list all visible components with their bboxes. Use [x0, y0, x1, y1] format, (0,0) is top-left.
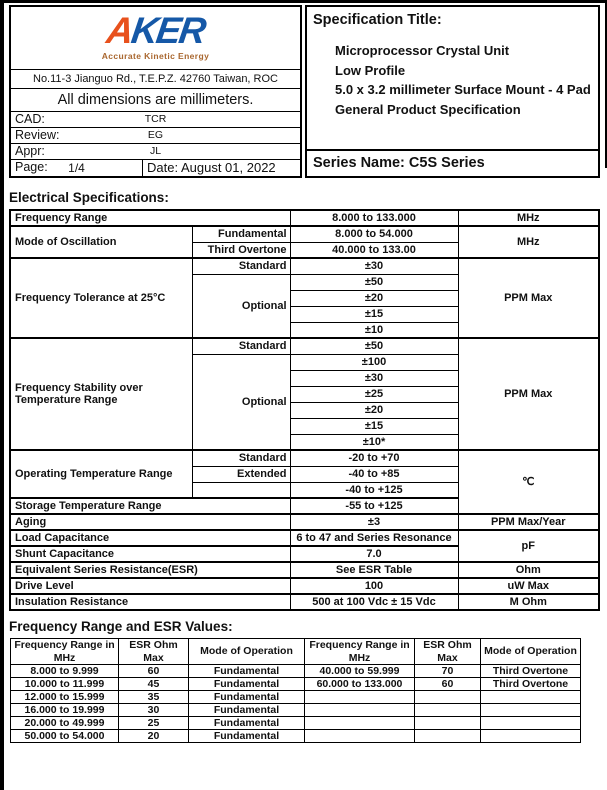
value-cell: ±30: [290, 370, 458, 386]
value-cell: ±20: [290, 290, 458, 306]
sub-label-cell: Extended: [192, 466, 290, 482]
esr-cell: [415, 704, 481, 717]
value-cell: 500 at 100 Vdc ± 15 Vdc: [290, 594, 458, 610]
logo-letter-a: A: [104, 10, 135, 51]
electrical-specifications-table: [9, 209, 600, 611]
value-cell: ±3: [290, 514, 458, 530]
esr-cell: Fundamental: [189, 691, 305, 704]
esr-cell: [305, 691, 415, 704]
esr-cell: [481, 717, 581, 730]
page-value: 1/4: [68, 161, 85, 175]
esr-row: [11, 717, 581, 730]
value-cell: -55 to +125: [290, 498, 458, 514]
param-cell: Insulation Resistance: [10, 594, 290, 610]
spec-title-line: Microprocessor Crystal Unit: [335, 43, 510, 58]
param-cell: Drive Level: [10, 578, 290, 594]
date-cell: Date: August 01, 2022: [147, 160, 276, 175]
param-cell: Operating Temperature Range: [10, 450, 192, 498]
value-cell: 8.000 to 54.000: [290, 226, 458, 242]
value-cell: 8.000 to 133.000: [290, 210, 458, 226]
sub-label-cell: Standard: [192, 338, 290, 354]
value-cell: ±10: [290, 322, 458, 338]
esr-row: [11, 665, 581, 678]
page-content: [9, 5, 600, 743]
esr-cell: 12.000 to 15.999: [11, 691, 119, 704]
spec-title-section: [307, 7, 598, 149]
unit-cell: pF: [458, 530, 599, 562]
series-name: Series Name: C5S Series: [307, 149, 598, 176]
esr-cell: [415, 717, 481, 730]
dimensions-note: All dimensions are millimeters.: [11, 88, 300, 111]
spec-title-label: Specification Title:: [313, 12, 442, 28]
param-cell: Shunt Capacitance: [10, 546, 290, 562]
cad-label: CAD:: [15, 112, 45, 126]
esr-cell: [305, 730, 415, 743]
sub-label-cell: Third Overtone: [192, 242, 290, 258]
esr-cell: 35: [119, 691, 189, 704]
esr-cell: 16.000 to 19.999: [11, 704, 119, 717]
param-cell: Frequency Tolerance at 25°C: [10, 258, 192, 338]
value-cell: ±15: [290, 418, 458, 434]
esr-cell: Third Overtone: [481, 665, 581, 678]
esr-row: [11, 691, 581, 704]
cad-value: TCR: [144, 113, 167, 125]
esr-cell: 20: [119, 730, 189, 743]
company-logo: [11, 7, 300, 69]
param-cell: Equivalent Series Resistance(ESR): [10, 562, 290, 578]
param-cell: Storage Temperature Range: [10, 498, 290, 514]
esr-header-cell: Frequency Range in MHz: [305, 639, 415, 665]
param-cell: Frequency Stability over Temperature Range: [10, 338, 192, 450]
value-cell: See ESR Table: [290, 562, 458, 578]
esr-cell: Third Overtone: [481, 678, 581, 691]
value-cell: 100: [290, 578, 458, 594]
sub-label-cell: Standard: [192, 258, 290, 274]
page-edge-left: [0, 0, 4, 790]
brand-tagline: Accurate Kinetic Energy: [101, 51, 210, 61]
sub-label-cell: Fundamental: [192, 226, 290, 242]
esr-cell: 60.000 to 133.000: [305, 678, 415, 691]
esr-cell: 40.000 to 59.999: [305, 665, 415, 678]
esr-cell: Fundamental: [189, 678, 305, 691]
spec-title-lines: [335, 41, 598, 119]
value-cell: -20 to +70: [290, 450, 458, 466]
esr-header-cell: Frequency Range in MHz: [11, 639, 119, 665]
unit-cell: Ohm: [458, 562, 599, 578]
esr-cell: Fundamental: [189, 704, 305, 717]
specification-title-block: [305, 5, 600, 178]
page-number-cell: [11, 160, 143, 176]
company-address: No.11-3 Jianguo Rd., T.E.P.Z. 42760 Taiwan, ROC: [11, 69, 300, 88]
review-row: [11, 127, 300, 143]
logo-letters-ker: KER: [128, 10, 207, 51]
unit-cell: uW Max: [458, 578, 599, 594]
unit-cell: MHz: [458, 210, 599, 226]
spec-title-line: 5.0 x 3.2 millimeter Surface Mount - 4 Pad: [335, 82, 591, 97]
esr-cell: 70: [415, 665, 481, 678]
value-cell: ±25: [290, 386, 458, 402]
review-label: Review:: [15, 128, 60, 142]
sub-label-cell: Optional: [192, 274, 290, 338]
value-cell: ±100: [290, 354, 458, 370]
esr-cell: [305, 717, 415, 730]
unit-cell: ℃: [458, 450, 599, 514]
param-cell: Mode of Oscillation: [10, 226, 192, 258]
spec-title-line: Low Profile: [335, 62, 406, 78]
esr-cell: 60: [415, 678, 481, 691]
esr-cell: 45: [119, 678, 189, 691]
appr-row: [11, 143, 300, 159]
page-label: Page:: [15, 160, 48, 174]
unit-cell: M Ohm: [458, 594, 599, 610]
page-edge-top: [0, 0, 607, 3]
value-cell: -40 to +85: [290, 466, 458, 482]
esr-cell: Fundamental: [189, 717, 305, 730]
esr-row: [11, 704, 581, 717]
appr-label: Appr:: [15, 144, 45, 158]
esr-header-cell: ESR Ohm Max: [119, 639, 189, 665]
esr-cell: 30: [119, 704, 189, 717]
esr-cell: 25: [119, 717, 189, 730]
esr-cell: 20.000 to 49.999: [11, 717, 119, 730]
esr-cell: [305, 704, 415, 717]
brand-logo-text: [8, 12, 302, 49]
param-cell: Aging: [10, 514, 290, 530]
cad-row: [11, 111, 300, 127]
esr-values-heading: Frequency Range and ESR Values:: [9, 619, 233, 634]
unit-cell: PPM Max/Year: [458, 514, 599, 530]
unit-cell: MHz: [458, 226, 599, 258]
esr-row: [11, 730, 581, 743]
page-date-row: [11, 159, 300, 176]
sub-label-cell: Standard: [192, 450, 290, 466]
value-cell: 40.000 to 133.00: [290, 242, 458, 258]
unit-cell: PPM Max: [458, 338, 599, 450]
esr-cell: 60: [119, 665, 189, 678]
esr-cell: [481, 730, 581, 743]
value-cell: ±10*: [290, 434, 458, 450]
title-block: [9, 5, 302, 178]
spec-title-line: General Product Specification: [335, 101, 521, 117]
value-cell: 6 to 47 and Series Resonance: [290, 530, 458, 546]
value-cell: ±15: [290, 306, 458, 322]
esr-row: [11, 678, 581, 691]
value-cell: -40 to +125: [290, 482, 458, 498]
electrical-specs-heading: Electrical Specifications:: [9, 190, 169, 205]
esr-cell: Fundamental: [189, 665, 305, 678]
esr-cell: Fundamental: [189, 730, 305, 743]
param-cell: Frequency Range: [10, 210, 290, 226]
esr-cell: [415, 691, 481, 704]
esr-header-cell: Mode of Operation: [189, 639, 305, 665]
value-cell: 7.0: [290, 546, 458, 562]
sub-label-cell: Optional: [192, 354, 290, 450]
appr-value: JL: [149, 145, 162, 157]
value-cell: ±50: [290, 338, 458, 354]
esr-cell: 50.000 to 54.000: [11, 730, 119, 743]
esr-cell: [415, 730, 481, 743]
param-cell: Load Capacitance: [10, 530, 290, 546]
esr-header-row: [11, 639, 581, 665]
esr-values-table: [10, 638, 581, 743]
esr-cell: [481, 704, 581, 717]
esr-cell: 8.000 to 9.999: [11, 665, 119, 678]
esr-cell: [481, 691, 581, 704]
unit-cell: PPM Max: [458, 258, 599, 338]
esr-header-cell: Mode of Operation: [481, 639, 581, 665]
esr-cell: 10.000 to 11.999: [11, 678, 119, 691]
esr-header-cell: ESR Ohm Max: [415, 639, 481, 665]
value-cell: ±20: [290, 402, 458, 418]
header-row: [9, 5, 600, 178]
sub-label-cell: [192, 482, 290, 498]
review-value: EG: [147, 129, 164, 141]
value-cell: ±30: [290, 258, 458, 274]
value-cell: ±50: [290, 274, 458, 290]
